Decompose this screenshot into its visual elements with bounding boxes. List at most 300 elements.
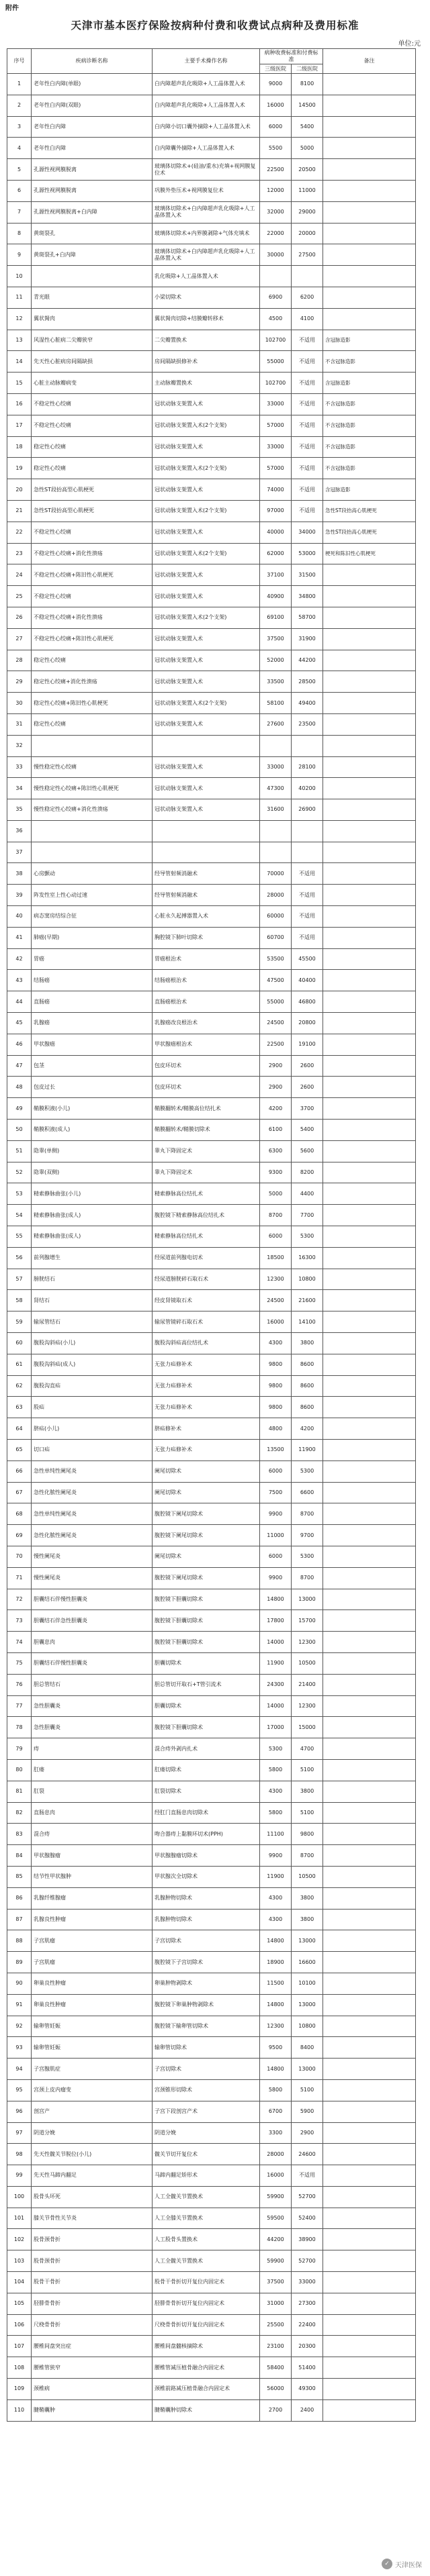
- fee-tier3-cell: 27600: [260, 713, 292, 735]
- procedure-cell: 无张力疝修补术: [153, 1354, 260, 1375]
- seq-cell: 106: [7, 2314, 32, 2336]
- fee-tier3-cell: [260, 735, 292, 756]
- header-procedure: 主要手术操作名称: [153, 49, 260, 74]
- fee-tier3-cell: [260, 266, 292, 287]
- note-cell: [323, 1205, 416, 1226]
- fee-tier2-cell: 34800: [292, 586, 323, 607]
- seq-cell: 24: [7, 564, 32, 586]
- table-row: [7, 2059, 416, 2080]
- note-cell: 不含冠脉造影: [323, 351, 416, 373]
- table-row: [7, 373, 416, 394]
- fee-tier2-cell: 10100: [292, 1973, 323, 1994]
- procedure-cell: 乳腺癌改良根治术: [153, 1013, 260, 1034]
- fee-tier2-cell: 3800: [292, 1781, 323, 1802]
- fee-tier3-cell: 8700: [260, 1205, 292, 1226]
- seq-cell: 30: [7, 693, 32, 714]
- table-row: [7, 564, 416, 586]
- fee-tier2-cell: 13000: [292, 2059, 323, 2080]
- disease-cell: 心房颤动: [32, 863, 153, 885]
- note-cell: [323, 1759, 416, 1781]
- fee-tier2-cell: 34000: [292, 522, 323, 543]
- disease-cell: 急性化脓性阑尾炎: [32, 1482, 153, 1503]
- seq-cell: 84: [7, 1845, 32, 1867]
- fee-tier3-cell: 32000: [260, 201, 292, 223]
- seq-cell: 89: [7, 1952, 32, 1973]
- procedure-cell: 鞘膜翻转术/鞘膜切除术: [153, 1120, 260, 1141]
- seq-cell: 75: [7, 1652, 32, 1674]
- seq-cell: 70: [7, 1546, 32, 1567]
- disease-cell: 急性单纯性阑尾炎: [32, 1503, 153, 1525]
- disease-cell: 宫颈上皮内瘤变: [32, 2079, 153, 2101]
- procedure-cell: 股骨干骨折切开复位内固定术: [153, 2272, 260, 2293]
- seq-cell: 62: [7, 1375, 32, 1397]
- fee-tier3-cell: 17800: [260, 1610, 292, 1632]
- seq-cell: 107: [7, 2336, 32, 2357]
- fee-tier2-cell: 13000: [292, 1589, 323, 1610]
- seq-cell: 87: [7, 1909, 32, 1930]
- disease-cell: 混合痔: [32, 1824, 153, 1845]
- disease-cell: 胆囊结石伴急性胆囊炎: [32, 1610, 153, 1632]
- fee-tier2-cell: 8600: [292, 1354, 323, 1375]
- procedure-cell: 尺桡骨骨折切开复位内固定术: [153, 2314, 260, 2336]
- note-cell: [323, 1098, 416, 1120]
- seq-cell: 78: [7, 1717, 32, 1738]
- fee-tier3-cell: 6000: [260, 116, 292, 138]
- note-cell: [323, 180, 416, 201]
- disease-cell: [32, 820, 153, 842]
- disease-cell: 先天性心脏病房间隔缺损: [32, 351, 153, 373]
- seq-cell: 21: [7, 500, 32, 522]
- seq-cell: 85: [7, 1866, 32, 1887]
- table-row: [7, 1589, 416, 1610]
- seq-cell: 92: [7, 2016, 32, 2037]
- disease-cell: 稳定性心绞痛+陈旧性心肌梗死: [32, 693, 153, 714]
- table-row: [7, 1034, 416, 1055]
- fee-tier3-cell: 59900: [260, 2186, 292, 2208]
- seq-cell: 16: [7, 393, 32, 415]
- seq-cell: 102: [7, 2229, 32, 2250]
- table-row: [7, 2272, 416, 2293]
- seq-cell: 95: [7, 2079, 32, 2101]
- disease-cell: [32, 735, 153, 756]
- note-cell: [323, 2059, 416, 2080]
- disease-cell: 鞘膜积液(成人): [32, 1120, 153, 1141]
- fee-tier2-cell: 11000: [292, 180, 323, 201]
- note-cell: [323, 1652, 416, 1674]
- note-cell: [323, 116, 416, 138]
- procedure-cell: 阑尾切除术: [153, 1546, 260, 1567]
- procedure-cell: 玻璃体切除术+白内障超声乳化吸除+人工晶体置入术: [153, 244, 260, 266]
- seq-cell: 96: [7, 2101, 32, 2122]
- seq-cell: 46: [7, 1034, 32, 1055]
- table-row: [7, 1226, 416, 1248]
- table-row: [7, 1567, 416, 1589]
- fee-tier3-cell: 7500: [260, 1482, 292, 1503]
- procedure-cell: 腹腔镜下阑尾切除术: [153, 1525, 260, 1546]
- procedure-cell: 白内障超声乳化吸除+人工晶体置入术: [153, 95, 260, 116]
- fee-tier2-cell: 5900: [292, 2101, 323, 2122]
- table-row: [7, 1269, 416, 1290]
- note-cell: [323, 1375, 416, 1397]
- fee-tier2-cell: 4400: [292, 1183, 323, 1205]
- table-row: [7, 543, 416, 564]
- fee-tier2-cell: 26900: [292, 799, 323, 821]
- fee-tier2-cell: 3700: [292, 1098, 323, 1120]
- fee-tier2-cell: 3800: [292, 1333, 323, 1354]
- note-cell: [323, 1140, 416, 1162]
- fee-tier3-cell: 3300: [260, 2122, 292, 2144]
- table-row: [7, 287, 416, 308]
- table-row: [7, 756, 416, 778]
- note-cell: [323, 842, 416, 863]
- seq-cell: 65: [7, 1440, 32, 1461]
- fee-tier3-cell: 6700: [260, 2101, 292, 2122]
- note-cell: 梗死和陈旧性心肌梗死: [323, 543, 416, 564]
- table-row: [7, 1802, 416, 1824]
- note-cell: [323, 1695, 416, 1717]
- note-cell: [323, 2165, 416, 2187]
- table-row: [7, 351, 416, 373]
- fee-tier2-cell: 8700: [292, 1503, 323, 1525]
- fee-tier3-cell: 9900: [260, 1567, 292, 1589]
- procedure-cell: 腹腔镜下子宫切除术: [153, 1952, 260, 1973]
- table-row: [7, 1909, 416, 1930]
- seq-cell: 44: [7, 991, 32, 1013]
- seq-cell: 50: [7, 1120, 32, 1141]
- seq-cell: 5: [7, 159, 32, 181]
- fee-tier3-cell: 56000: [260, 2379, 292, 2400]
- seq-cell: 26: [7, 607, 32, 628]
- disease-cell: 先天性马蹄内翻足: [32, 2165, 153, 2187]
- procedure-cell: 冠状动脉支架置入术(2个支架): [153, 415, 260, 436]
- fee-tier3-cell: 14800: [260, 1930, 292, 1952]
- fee-tier2-cell: 2600: [292, 1055, 323, 1077]
- fee-tier2-cell: 21400: [292, 1674, 323, 1695]
- table-row: [7, 159, 416, 181]
- seq-cell: 28: [7, 650, 32, 671]
- disease-cell: 腰椎间盘突出症: [32, 2336, 153, 2357]
- fee-tier3-cell: 14800: [260, 2059, 292, 2080]
- disease-cell: 慢性稳定性心绞痛: [32, 756, 153, 778]
- fee-tier2-cell: 10800: [292, 2016, 323, 2037]
- fee-tier2-cell: 10500: [292, 1652, 323, 1674]
- table-row: [7, 1418, 416, 1440]
- fee-tier2-cell: 4700: [292, 1738, 323, 1760]
- procedure-cell: 人工股骨头置换术: [153, 2229, 260, 2250]
- note-cell: [323, 1503, 416, 1525]
- fee-tier3-cell: 4300: [260, 1781, 292, 1802]
- disease-cell: 剖宫产: [32, 2101, 153, 2122]
- seq-cell: 47: [7, 1055, 32, 1077]
- note-cell: [323, 671, 416, 693]
- fee-tier2-cell: 不适用: [292, 863, 323, 885]
- note-cell: [323, 2079, 416, 2101]
- note-cell: [323, 1440, 416, 1461]
- procedure-cell: 腹腔镜下胆囊切除术: [153, 1610, 260, 1632]
- table-row: [7, 2379, 416, 2400]
- table-row: [7, 1930, 416, 1952]
- fee-tier3-cell: 37500: [260, 628, 292, 650]
- disease-cell: 老年性白内障: [32, 116, 153, 138]
- disease-cell: 慢性阑尾炎: [32, 1546, 153, 1567]
- fee-tier2-cell: [292, 842, 323, 863]
- procedure-cell: 胆囊切除术: [153, 1695, 260, 1717]
- note-cell: [323, 1333, 416, 1354]
- note-cell: [323, 2208, 416, 2229]
- table-row: [7, 1397, 416, 1418]
- procedure-cell: 冠状动脉支架置入术: [153, 756, 260, 778]
- disease-cell: 不稳定性心绞痛: [32, 393, 153, 415]
- fee-tier3-cell: 11000: [260, 1525, 292, 1546]
- fee-tier2-cell: 11900: [292, 1440, 323, 1461]
- disease-cell: 直肠癌: [32, 991, 153, 1013]
- procedure-cell: 卵巢肿物剥除术: [153, 1973, 260, 1994]
- table-row: [7, 436, 416, 458]
- footer-watermark: [382, 2559, 422, 2569]
- seq-cell: 37: [7, 842, 32, 863]
- note-cell: [323, 223, 416, 244]
- seq-cell: 41: [7, 927, 32, 948]
- table-row: [7, 1311, 416, 1333]
- fee-tier3-cell: 62000: [260, 543, 292, 564]
- disease-cell: 痔: [32, 1738, 153, 1760]
- disease-cell: [32, 266, 153, 287]
- table-row: [7, 1695, 416, 1717]
- disease-cell: 急性ST段抬高型心肌梗死: [32, 500, 153, 522]
- fee-tier2-cell: 不适用: [292, 500, 323, 522]
- fee-tier3-cell: 22500: [260, 159, 292, 181]
- fee-tier2-cell: 5100: [292, 1802, 323, 1824]
- disease-cell: 甲状腺癌: [32, 1034, 153, 1055]
- table-row: [7, 2165, 416, 2187]
- seq-cell: 54: [7, 1205, 32, 1226]
- fee-tier3-cell: 102700: [260, 373, 292, 394]
- disease-cell: 急性化脓性阑尾炎: [32, 1525, 153, 1546]
- fee-tier2-cell: 9700: [292, 1525, 323, 1546]
- fee-tier2-cell: 不适用: [292, 393, 323, 415]
- seq-cell: 79: [7, 1738, 32, 1760]
- fee-tier3-cell: 28000: [260, 2144, 292, 2165]
- table-row: [7, 1162, 416, 1183]
- seq-cell: 1: [7, 74, 32, 95]
- fee-tier2-cell: 21600: [292, 1290, 323, 1311]
- note-cell: [323, 2357, 416, 2379]
- procedure-cell: 无张力疝修补术: [153, 1397, 260, 1418]
- seq-cell: 20: [7, 479, 32, 501]
- disease-cell: 心脏主动脉瓣病变: [32, 373, 153, 394]
- procedure-cell: 人工全髋关节置换术: [153, 2186, 260, 2208]
- disease-cell: 肺癌(早期): [32, 927, 153, 948]
- fee-tier3-cell: 9900: [260, 1503, 292, 1525]
- fee-tier2-cell: 不适用: [292, 351, 323, 373]
- table-row: [7, 2314, 416, 2336]
- fee-tier3-cell: 22500: [260, 1034, 292, 1055]
- note-cell: [323, 1952, 416, 1973]
- procedure-cell: 子宫切除术: [153, 1930, 260, 1952]
- procedure-cell: 胆囊切除术: [153, 1652, 260, 1674]
- fee-tier3-cell: 40000: [260, 522, 292, 543]
- disease-cell: 胆囊息肉: [32, 1632, 153, 1653]
- table-row: [7, 2016, 416, 2037]
- note-cell: [323, 2186, 416, 2208]
- fee-tier2-cell: 不适用: [292, 2165, 323, 2187]
- disease-cell: 股骨颈骨折: [32, 2229, 153, 2250]
- note-cell: [323, 1247, 416, 1269]
- fee-tier3-cell: 9800: [260, 1397, 292, 1418]
- seq-cell: 73: [7, 1610, 32, 1632]
- fee-tier2-cell: 不适用: [292, 436, 323, 458]
- table-row: [7, 607, 416, 628]
- seq-cell: 42: [7, 948, 32, 970]
- table-row: [7, 2250, 416, 2272]
- table-row: [7, 1120, 416, 1141]
- table-row: [7, 1674, 416, 1695]
- fee-tier2-cell: 不适用: [292, 415, 323, 436]
- disease-cell: 甲状腺腺瘤: [32, 1845, 153, 1867]
- seq-cell: 45: [7, 1013, 32, 1034]
- fee-tier3-cell: 5300: [260, 1738, 292, 1760]
- table-row: [7, 693, 416, 714]
- disease-cell: 孔源性视网膜脱离+白内障: [32, 201, 153, 223]
- seq-cell: 98: [7, 2144, 32, 2165]
- note-cell: 急性ST段抬高心肌梗死: [323, 522, 416, 543]
- fee-tier3-cell: 4500: [260, 308, 292, 330]
- seq-cell: 67: [7, 1482, 32, 1503]
- table-row: [7, 885, 416, 906]
- seq-cell: 108: [7, 2357, 32, 2379]
- fee-tier2-cell: 3800: [292, 1909, 323, 1930]
- procedure-cell: 经皮肾镜取石术: [153, 1290, 260, 1311]
- fee-tier2-cell: 28100: [292, 756, 323, 778]
- disease-cell: 病态窦房结综合征: [32, 906, 153, 928]
- table-row: [7, 138, 416, 159]
- disease-cell: 不稳定性心绞痛: [32, 415, 153, 436]
- fee-tier3-cell: 5000: [260, 1183, 292, 1205]
- fee-tier3-cell: 4800: [260, 1418, 292, 1440]
- procedure-cell: 甲状腺腺瘤切除术: [153, 1845, 260, 1867]
- fee-tier3-cell: 70000: [260, 863, 292, 885]
- fee-tier3-cell: 58400: [260, 2357, 292, 2379]
- table-row: [7, 1354, 416, 1375]
- fee-tier3-cell: 4300: [260, 1909, 292, 1930]
- header-seq: 序号: [7, 49, 32, 74]
- fee-tier3-cell: 9000: [260, 74, 292, 95]
- fee-tier3-cell: 44200: [260, 2229, 292, 2250]
- note-cell: [323, 244, 416, 266]
- fee-tier3-cell: 24500: [260, 1290, 292, 1311]
- seq-cell: 97: [7, 2122, 32, 2144]
- disease-cell: 股骨干骨折: [32, 2272, 153, 2293]
- fee-tier3-cell: 23100: [260, 2336, 292, 2357]
- seq-cell: 80: [7, 1759, 32, 1781]
- note-cell: [323, 1418, 416, 1440]
- seq-cell: 13: [7, 330, 32, 351]
- table-row: [7, 628, 416, 650]
- note-cell: 不含冠脉造影: [323, 393, 416, 415]
- seq-cell: 68: [7, 1503, 32, 1525]
- fee-tier3-cell: 5800: [260, 1759, 292, 1781]
- note-cell: [323, 778, 416, 799]
- table-row: [7, 1247, 416, 1269]
- seq-cell: 32: [7, 735, 32, 756]
- procedure-cell: 经导管射频消融术: [153, 885, 260, 906]
- disease-cell: 慢性稳定性心绞痛+消化性溃疡: [32, 799, 153, 821]
- table-row: [7, 308, 416, 330]
- table-row: [7, 201, 416, 223]
- fee-tier2-cell: 不适用: [292, 906, 323, 928]
- seq-cell: 66: [7, 1460, 32, 1482]
- disease-cell: 子宫肌瘤: [32, 1930, 153, 1952]
- fee-tier3-cell: 11900: [260, 1652, 292, 1674]
- wechat-icon: ✓: [382, 2559, 392, 2569]
- note-cell: [323, 1226, 416, 1248]
- seq-cell: 34: [7, 778, 32, 799]
- disease-cell: 颈椎病: [32, 2379, 153, 2400]
- disease-cell: 股骨头坏死: [32, 2186, 153, 2208]
- procedure-cell: 胸腔镜下肺叶切除术: [153, 927, 260, 948]
- procedure-cell: 腰椎间盘髓核摘除术: [153, 2336, 260, 2357]
- note-cell: [323, 693, 416, 714]
- procedure-cell: 主动脉瓣置换术: [153, 373, 260, 394]
- procedure-cell: 冠状动脉支架置入术(2个支架): [153, 458, 260, 479]
- seq-cell: 109: [7, 2379, 32, 2400]
- note-cell: [323, 1824, 416, 1845]
- table-row: [7, 1994, 416, 2016]
- seq-cell: 58: [7, 1290, 32, 1311]
- fee-tier2-cell: 29000: [292, 201, 323, 223]
- fee-tier3-cell: 58100: [260, 693, 292, 714]
- fee-tier3-cell: 102700: [260, 330, 292, 351]
- procedure-cell: 脐疝修补术: [153, 1418, 260, 1440]
- fee-tier3-cell: 11500: [260, 1973, 292, 1994]
- procedure-cell: 人工全膝关节置换术: [153, 2208, 260, 2229]
- fee-tier2-cell: 23500: [292, 713, 323, 735]
- procedure-cell: 宫颈锥形切除术: [153, 2079, 260, 2101]
- note-cell: [323, 2229, 416, 2250]
- disease-cell: 稳定性心绞痛: [32, 436, 153, 458]
- fee-tier3-cell: 5500: [260, 138, 292, 159]
- fee-tier2-cell: 12300: [292, 1695, 323, 1717]
- header-note: 备注: [323, 49, 416, 74]
- procedure-cell: 冠状动脉支架置入术: [153, 522, 260, 543]
- procedure-cell: 冠状动脉支架置入术(2个支架): [153, 693, 260, 714]
- disease-cell: 阵发性室上性心动过速: [32, 885, 153, 906]
- table-row: [7, 1460, 416, 1482]
- disease-cell: 稳定性心绞痛+消化性溃疡: [32, 671, 153, 693]
- disease-cell: 精索静脉曲张(成人): [32, 1205, 153, 1226]
- note-cell: [323, 1802, 416, 1824]
- fee-tier2-cell: 8600: [292, 1375, 323, 1397]
- fee-tier2-cell: 5300: [292, 1226, 323, 1248]
- seq-cell: 76: [7, 1674, 32, 1695]
- seq-cell: 63: [7, 1397, 32, 1418]
- procedure-cell: [153, 820, 260, 842]
- fee-tier3-cell: 47500: [260, 970, 292, 991]
- procedure-cell: 心脏永久起搏器置入术: [153, 906, 260, 928]
- disease-cell: 结肠癌: [32, 970, 153, 991]
- note-cell: [323, 1610, 416, 1632]
- procedure-cell: 马蹄内翻足矫形术: [153, 2165, 260, 2187]
- procedure-cell: 甲状腺癌根治术: [153, 1034, 260, 1055]
- table-row: [7, 799, 416, 821]
- note-cell: [323, 308, 416, 330]
- procedure-cell: 腹腔镜下胆囊切除术: [153, 1717, 260, 1738]
- fee-tier2-cell: 8700: [292, 1567, 323, 1589]
- seq-cell: 81: [7, 1781, 32, 1802]
- disease-cell: 乳腺纤维腺瘤: [32, 1887, 153, 1909]
- procedure-cell: 腹腔镜下精索静脉高位结扎术: [153, 1205, 260, 1226]
- fee-tier3-cell: 5800: [260, 2079, 292, 2101]
